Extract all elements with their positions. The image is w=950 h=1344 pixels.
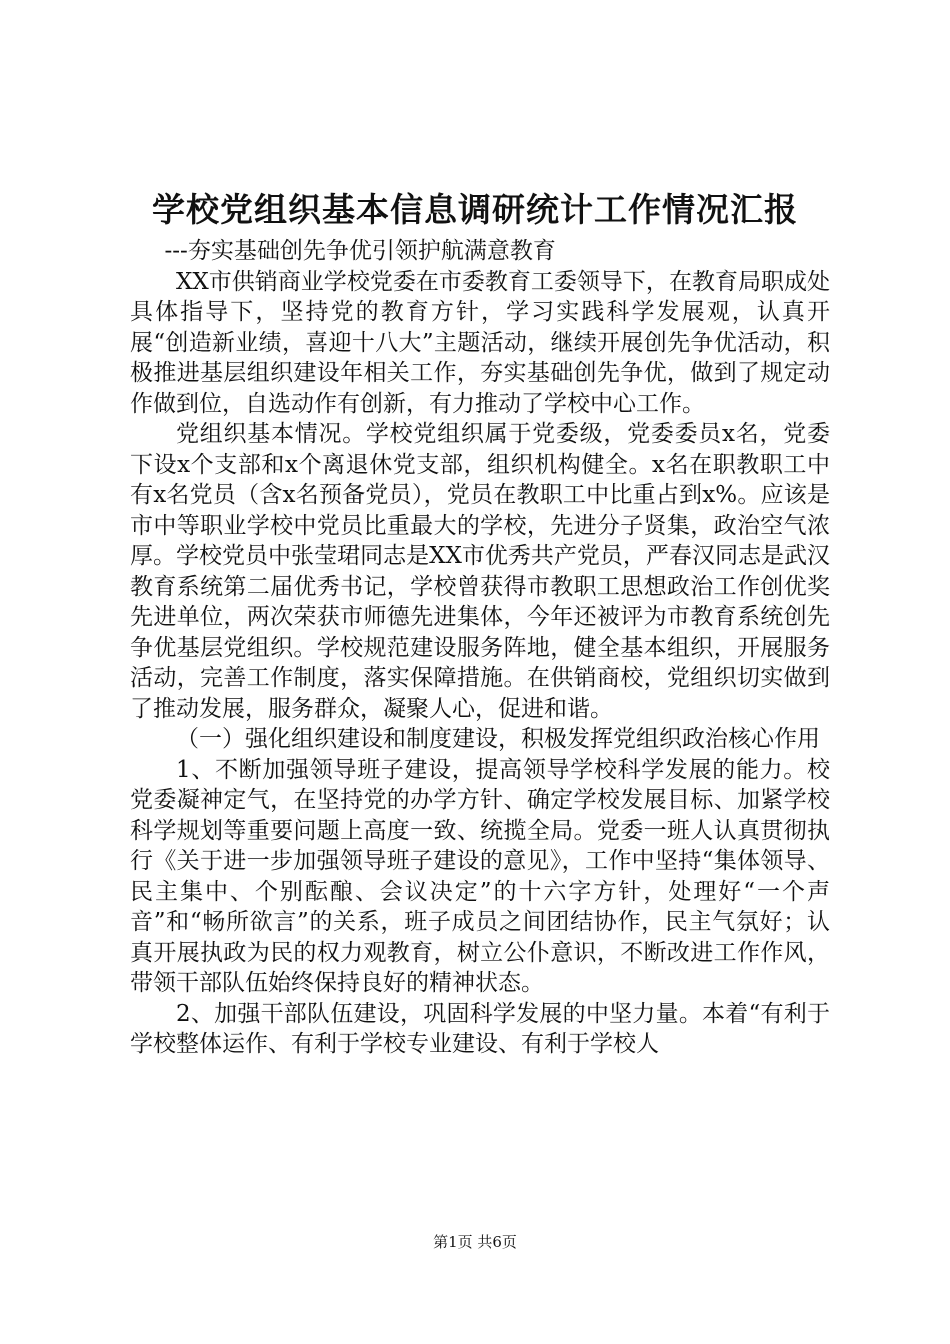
- document-title: 学校党组织基本信息调研统计工作情况汇报: [152, 190, 798, 229]
- paragraph-intro: XX市供销商业学校党委在市委教育工委领导下，在教育局职成处具体指导下，坚持党的教育方针，学习实践科学发展观，认真开展“创造新业绩，喜迎十八大”主题活动，继续开展创先争优活动，积极推进基层组织建设年相关工作，夯实基础创先争优，做到了规定动作做到位，自选动作有创新，有力推动了学校中心工作。: [130, 268, 830, 417]
- paragraph-item-1: 1、不断加强领导班子建设，提高领导学校科学发展的能力。校党委凝神定气，在坚持党的办学方针、确定学校发展目标、加紧学校科学规划等重要问题上高度一致、统揽全局。党委一班人认真贯彻执行《关于进一步加强领导班子建设的意见》，工作中坚持“集体领导、民主集中、个别酝酿、会议决定”的十六字方针，处理好“一个声音”和“畅所欲言”的关系，班子成员之间团结协作，民主气氛好；认真开展执政为民的权力观教育，树立公仆意识，不断改进工作作风，带领干部队伍始终保持良好的精神状态。: [130, 756, 830, 996]
- paragraph-basic-info: 党组织基本情况。学校党组织属于党委级，党委委员x名，党委下设x个支部和x个离退休党支部，组织机构健全。x名在职教职工中有x名党员（含x名预备党员），党员在教职工中比重占到x%。应该是市中等职业学校中党员比重最大的学校，先进分子贤集，政治空气浓厚。学校党员中张莹珺同志是XX市优秀共产党员，严春汉同志是武汉教育系统第二届优秀书记，学校曾获得市教职工思想政治工作创优奖先进单位，两次荣获市师德先进集体，今年还被评为市教育系统创先争优基层党组织。学校规范建设服务阵地，健全基本组织，开展服务活动，完善工作制度，落实保障措施。在供销商校，党组织切实做到了推动发展，服务群众，凝聚人心，促进和谐。: [130, 421, 830, 722]
- paragraph-item-2: 2、加强干部队伍建设，巩固科学发展的中坚力量。本着“有利于学校整体运作、有利于学校专业建设、有利于学校人: [130, 1000, 830, 1057]
- section-heading-1: （一）强化组织建设和制度建设，积极发挥党组织政治核心作用: [176, 726, 820, 752]
- document-subtitle: ---夯实基础创先争优引领护航满意教育: [164, 238, 556, 264]
- page-number-footer: 第1页 共6页: [433, 1233, 517, 1251]
- document-body: [130, 236, 830, 1060]
